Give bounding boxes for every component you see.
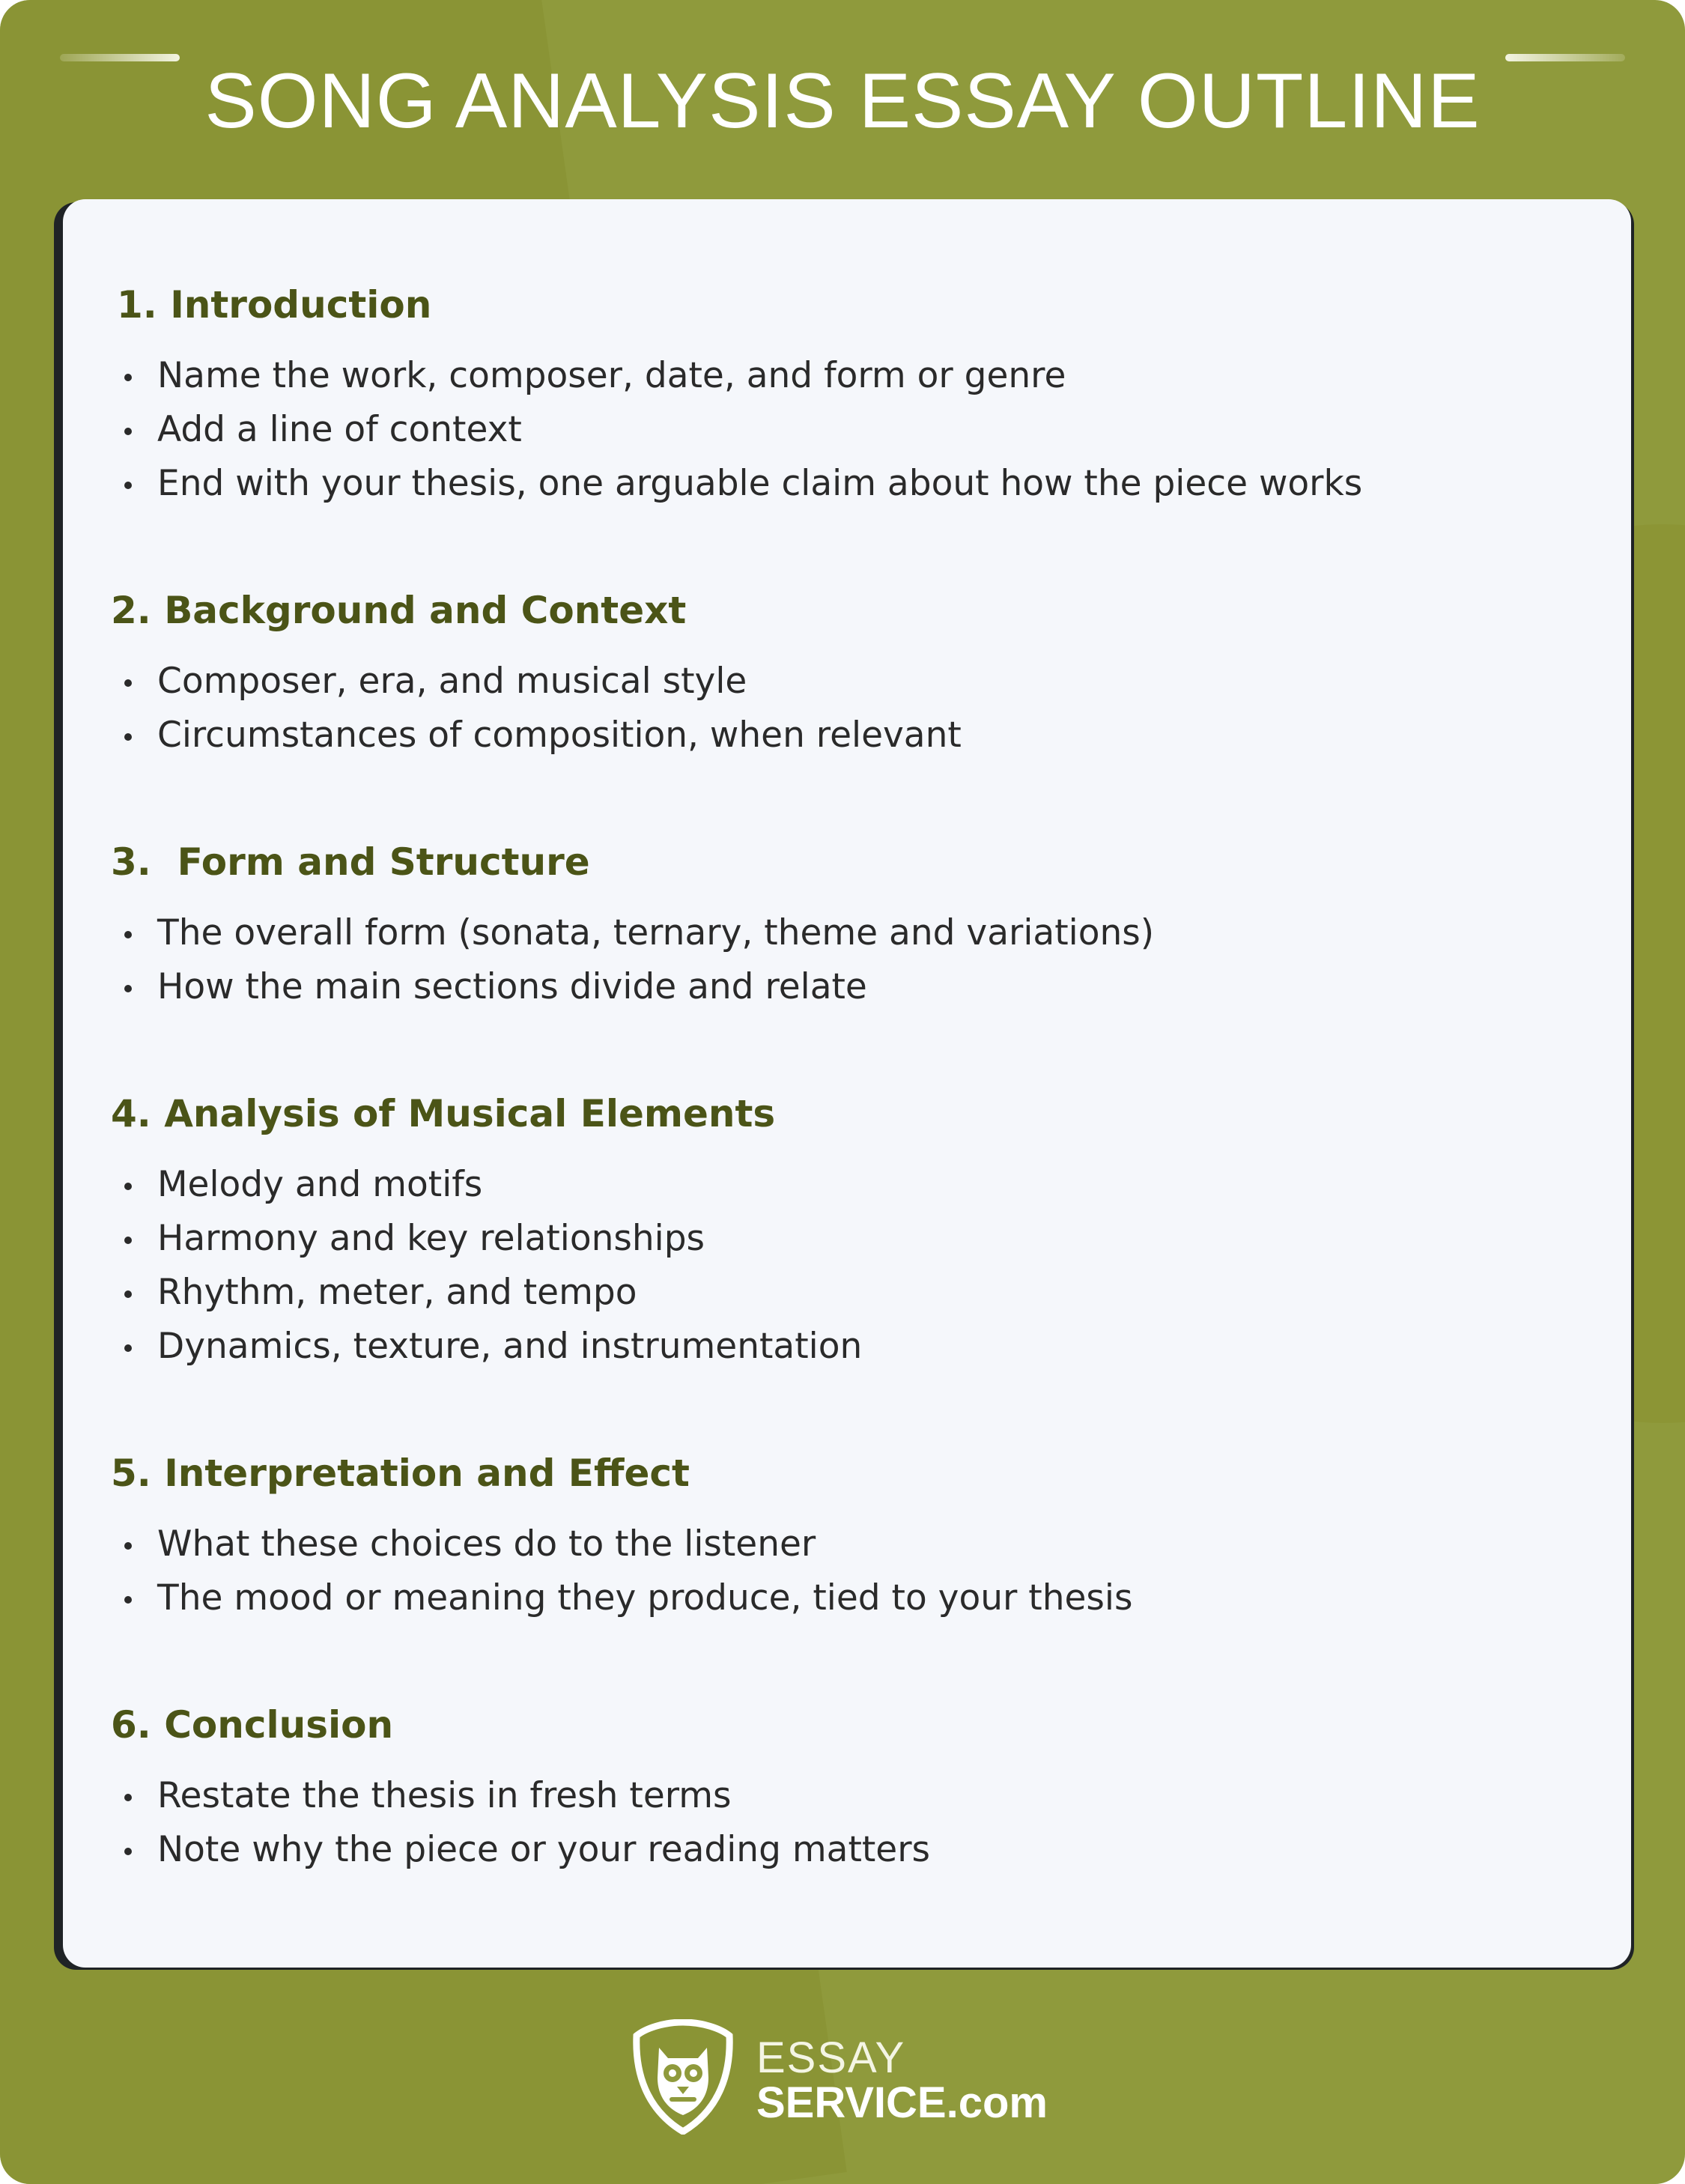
list-item: Circumstances of composition, when relevant (120, 709, 962, 762)
list-item: Restate the thesis in fresh terms (120, 1769, 930, 1823)
section-title: 3. Form and Structure (111, 840, 590, 884)
list-item: Dynamics, texture, and instrumentation (120, 1320, 862, 1374)
section-bullets (120, 655, 962, 762)
essayservice-logo[interactable] (631, 2019, 1065, 2139)
section-title: 2. Background and Context (111, 589, 687, 632)
list-item: Composer, era, and musical style (120, 655, 962, 709)
list-item: How the main sections divide and relate (120, 960, 1154, 1014)
header (0, 45, 1685, 157)
section-title: 4. Analysis of Musical Elements (111, 1092, 776, 1135)
list-item: The mood or meaning they produce, tied to your thesis (120, 1571, 1132, 1625)
section-bullets (120, 1517, 1132, 1625)
section-title: 1. Introduction (117, 283, 432, 327)
logo-text-top: ESSAY (756, 2033, 906, 2082)
section-bullets (120, 906, 1154, 1014)
list-item: Name the work, composer, date, and form or genre (120, 349, 1362, 403)
list-item: Harmony and key relationships (120, 1212, 862, 1266)
list-item: End with your thesis, one arguable claim about how the piece works (120, 457, 1362, 511)
section-title: 6. Conclusion (111, 1703, 394, 1747)
list-item: Rhythm, meter, and tempo (120, 1266, 862, 1320)
list-item: The overall form (sonata, ternary, theme and variations) (120, 906, 1154, 960)
page-title: SONG ANALYSIS ESSAY OUTLINE (204, 57, 1481, 145)
list-item: Melody and motifs (120, 1158, 862, 1212)
section-title: 5. Interpretation and Effect (111, 1452, 690, 1495)
section-bullets (120, 1769, 930, 1877)
owl-shield-icon (631, 2019, 735, 2135)
list-item: Note why the piece or your reading matters (120, 1823, 930, 1877)
logo-text-bottom: SERVICE.com (756, 2078, 1048, 2127)
outline-card (63, 199, 1631, 1968)
list-item: What these choices do to the listener (120, 1517, 1132, 1571)
section-bullets (120, 1158, 862, 1374)
section-bullets (120, 349, 1362, 511)
list-item: Add a line of context (120, 403, 1362, 457)
